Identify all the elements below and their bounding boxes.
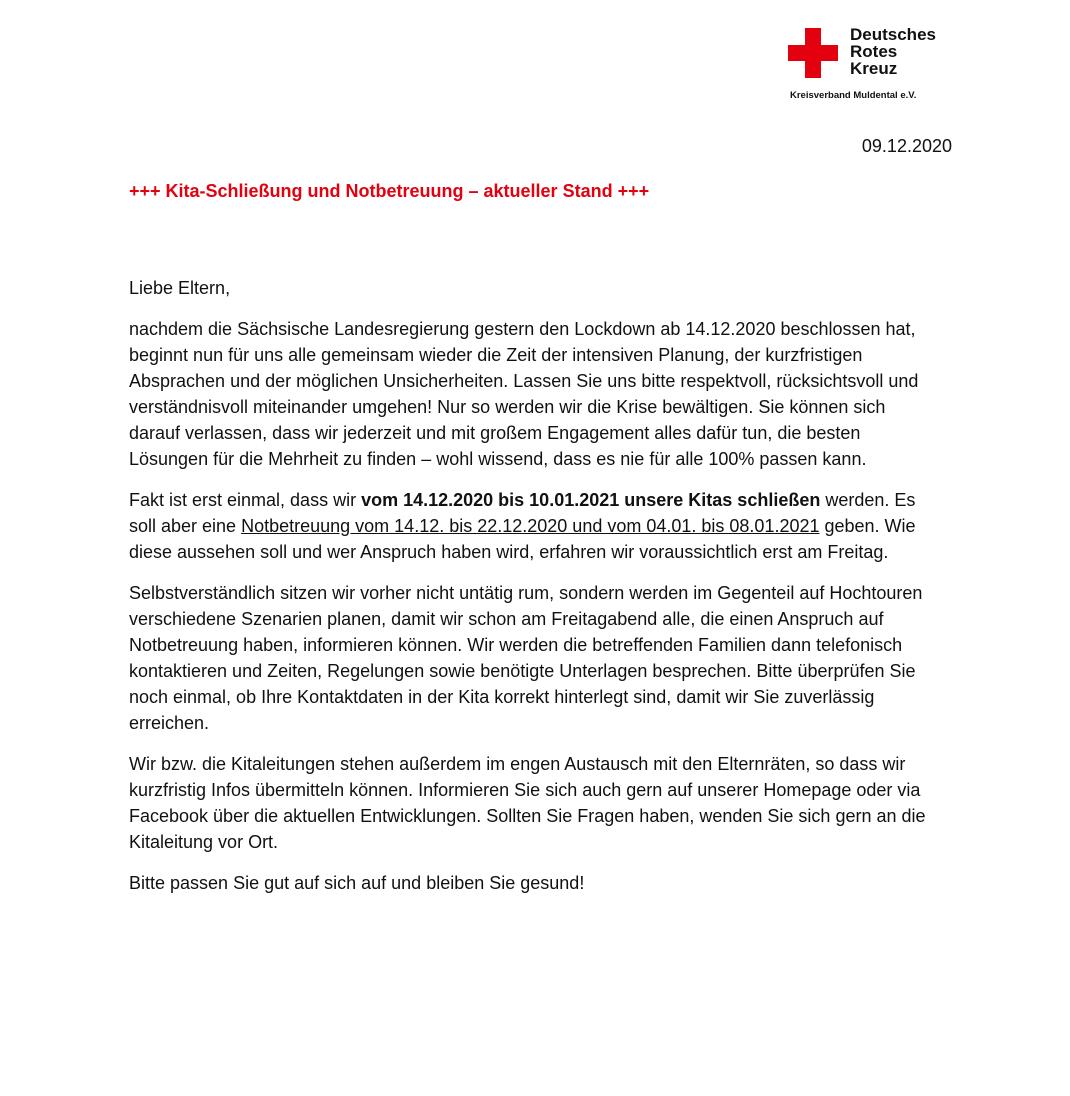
logo-wordmark: [850, 26, 936, 77]
letter-date: 09.12.2020: [861, 136, 952, 156]
headline: +++ Kita-Schließung und Notbetreuung – aktueller Stand +++: [129, 181, 650, 201]
paragraph-1: nachdem die Sächsische Landesregierung gestern den Lockdown ab 14.12.2020 beschlossen hat, beginnt nun für uns alle gemeinsam wieder die Zeit der intensiven Planung, der kurzfristigen Absprachen und der möglichen Unsicherheiten. Lassen Sie uns bitte respektvoll, rücksichtsvoll und verständnisvoll miteinander umgehen! Nur so werden wir die Krise bewältigen. Sie können sich darauf verlassen, dass wir jederzeit und mit großem Engagement alles dafür tun, die besten Lösungen für die Mehrheit zu finden – wohl wissend, dass es nie für alle 100% passen kann.: [129, 319, 919, 469]
logo-line-1: Deutsches: [850, 25, 936, 44]
paragraph-2-text-2: werden. Es soll aber eine: [129, 490, 916, 536]
paragraph-4: Wir bzw. die Kitaleitungen stehen außerdem im engen Austausch mit den Elternräten, so dass wir kurzfristig Infos übermitteln können. Informieren Sie sich auch gern auf unserer Homepage oder via Facebook über die aktuellen Entwicklungen. Sollten Sie Fragen haben, wenden Sie sich gern an die Kitaleitung vor Ort.: [129, 754, 926, 852]
drk-logo: [788, 26, 958, 106]
letter-body: [129, 275, 929, 911]
paragraph-2-bold: vom 14.12.2020 bis 10.01.2021 unsere Kitas schließen: [361, 490, 821, 510]
paragraph-2: [129, 487, 929, 565]
logo-line-3: Kreuz: [850, 59, 898, 78]
paragraph-2-text-1: Fakt ist erst einmal, dass wir: [129, 490, 362, 510]
salutation: Liebe Eltern,: [129, 278, 231, 298]
paragraph-3: Selbstverständlich sitzen wir vorher nicht untätig rum, sondern werden im Gegenteil auf Hochtouren verschiedene Szenarien planen, damit wir schon am Freitagabend alle, die einen Anspruch auf Notbetreuung haben, informieren können. Wir werden die betreffenden Familien dann telefonisch kontaktieren und Zeiten, Regelungen sowie benötigte Unterlagen besprechen. Bitte überprüfen Sie noch einmal, ob Ihre Kontaktdaten in der Kita korrekt hinterlegt sind, damit wir Sie zuverlässig erreichen.: [129, 583, 923, 733]
red-cross-icon: [788, 28, 838, 78]
logo-line-2: Rotes: [850, 42, 898, 61]
paragraph-2-text-3: geben. Wie diese aussehen soll und wer Anspruch haben wird, erfahren wir voraussichtlich erst am Freitag.: [129, 516, 916, 562]
logo-subline: Kreisverband Muldental e.V.: [790, 90, 917, 101]
paragraph-5: Bitte passen Sie gut auf sich auf und bleiben Sie gesund!: [129, 873, 585, 893]
paragraph-2-underline: Notbetreuung vom 14.12. bis 22.12.2020 und vom 04.01. bis 08.01.2021: [241, 516, 820, 536]
